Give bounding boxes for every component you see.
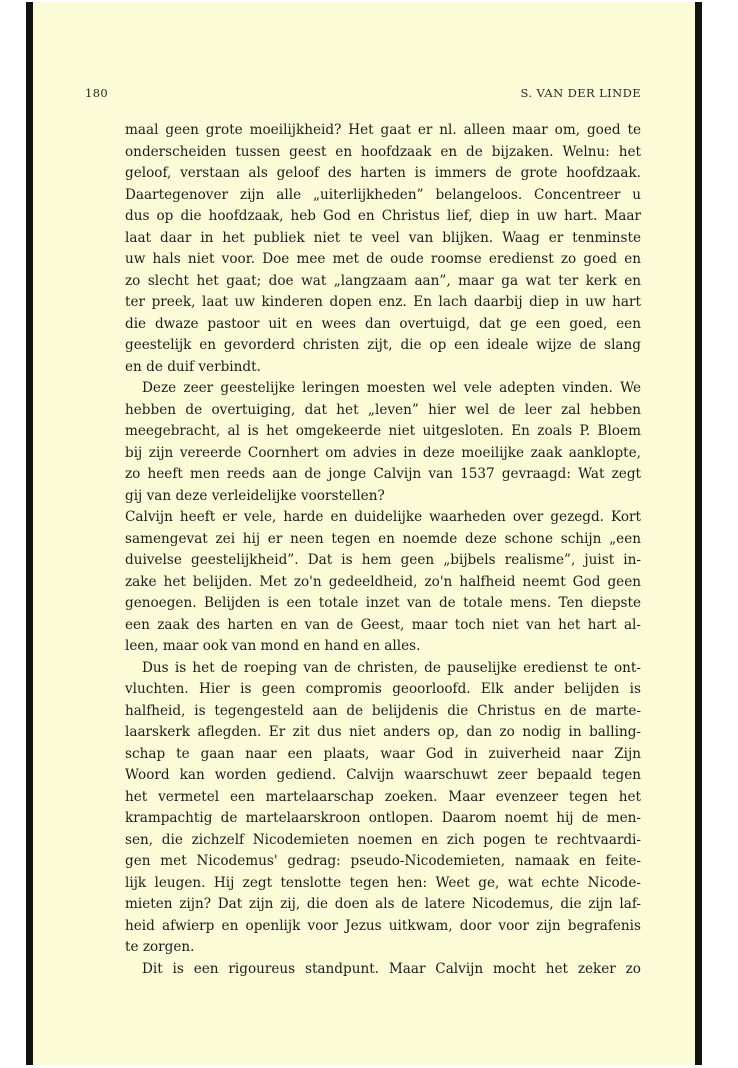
- text-line: vluchten. Hier is geen compromis geoorloofd. Elk ander belijden is: [125, 681, 641, 697]
- text-line: genoegen. Belijden is een totale inzet van de totale mens. Ten diepste: [125, 595, 641, 611]
- text-line: Deze zeer geestelijke leringen moesten wel vele adepten vinden. We: [142, 380, 641, 396]
- text-line: gij van deze verleidelijke voorstellen?: [125, 487, 385, 504]
- running-title: S. VAN DER LINDE: [520, 86, 641, 100]
- text-line: die dwaze pastoor uit en wees dan overtuigd, dat ge een goed, een: [125, 315, 641, 332]
- page-number: 180: [85, 86, 109, 100]
- text-line: lijk leugen. Hij zegt tenslotte tegen hen: Weet ge, wat echte Nicode-: [125, 874, 641, 891]
- text-line: zake het belijden. Met zo'n gedeeldheid, zo'n halfheid neemt God geen: [125, 573, 641, 590]
- text-line: ter preek, laat uw kinderen dopen enz. En lach daarbij diep in uw hart: [125, 294, 641, 310]
- text-line: geestelijk en gevorderd christen zijt, die op een ideale wijze de slang: [125, 337, 641, 353]
- text-line: Daartegenover zijn alle „uiterlijkheden” belangeloos. Concentreer u: [125, 186, 641, 203]
- left-page-edge: [26, 2, 33, 1065]
- text-line: gen met Nicodemus' gedrag: pseudo-Nicodemieten, namaak en feite-: [125, 853, 641, 869]
- text-line: meegebracht, al is het omgekeerde niet uitgesloten. En zoals P. Bloem: [125, 423, 641, 439]
- running-header: [85, 86, 641, 104]
- text-line: schap te gaan naar een plaats, waar God in zuiverheid naar Zijn: [125, 745, 641, 762]
- text-line: duivelse geestelijkheid”. Dat is hem geen „bijbels realisme”, juist in-: [125, 552, 641, 568]
- text-line: laat daar in het publiek niet te veel van blijken. Waag er tenminste: [125, 229, 641, 246]
- text-line: leen, maar ook van mond en hand en alles.: [125, 638, 421, 654]
- text-line: krampachtig de martelaarskroon ontlopen. Daarom noemt hij de men-: [125, 810, 641, 826]
- text-line: zo heeft men reeds aan de jonge Calvijn van 1537 gevraagd: Wat zegt: [125, 466, 641, 482]
- text-line: Dus is het de roeping van de christen, de pauselijke eredienst te ont-: [142, 659, 641, 676]
- text-line: samengevat zei hij er neen tegen en noemde deze schone schijn „een: [125, 530, 641, 547]
- text-line: en de duif verbindt.: [125, 358, 261, 375]
- text-line: onderscheiden tussen geest en hoofdzaak en de bijzaken. Welnu: het: [125, 143, 641, 160]
- text-line: zo slecht het gaat; doe wat „langzaam aan”, maar ga wat ter kerk en: [125, 272, 641, 289]
- text-line: een zaak des harten en van de Geest, maar toch niet van het hart al-: [125, 616, 641, 633]
- text-line: het vermetel een martelaarschap zoeken. Maar evenzeer tegen het: [125, 788, 641, 805]
- right-page-edge: [695, 2, 702, 1065]
- text-line: hebben de overtuiging, dat het „leven” hier wel de leer zal hebben: [125, 401, 641, 418]
- body-text: [125, 120, 641, 980]
- text-line: geloof, verstaan als geloof des harten is immers de grote hoofdzaak.: [125, 165, 641, 181]
- text-line: Calvijn heeft er vele, harde en duidelijke waarheden over gezegd. Kort: [125, 509, 641, 525]
- text-line: maal geen grote moeilijkheid? Het gaat er nl. alleen maar om, goed te: [125, 122, 641, 138]
- text-line: uw hals niet voor. Doe mee met de oude roomse eredienst zo goed en: [125, 251, 641, 267]
- text-line: heid afwierp en openlijk voor Jezus uitkwam, door voor zijn begrafenis: [125, 917, 641, 934]
- text-line: dus op die hoofdzaak, heb God en Christus lief, diep in uw hart. Maar: [125, 208, 641, 224]
- text-line: mieten zijn? Dat zijn zij, die doen als de latere Nicodemus, die zijn laf-: [125, 896, 641, 912]
- text-line: halfheid, is tegengesteld aan de belijdenis die Christus en de marte-: [125, 702, 641, 719]
- text-line: sen, die zichzelf Nicodemieten noemen en zich pogen te rechtvaardi-: [125, 831, 641, 848]
- text-line: te zorgen.: [125, 939, 195, 955]
- text-line: bij zijn vereerde Coornhert om advies in deze moeilijke zaak aanklopte,: [125, 444, 641, 461]
- text-line: Dit is een rigoureus standpunt. Maar Calvijn mocht het zeker zo: [142, 960, 641, 977]
- text-line: Woord kan worden gediend. Calvijn waarschuwt zeer bepaald tegen: [125, 767, 641, 783]
- text-line: laarskerk aflegden. Er zit dus niet anders op, dan zo nodig in balling-: [125, 724, 641, 740]
